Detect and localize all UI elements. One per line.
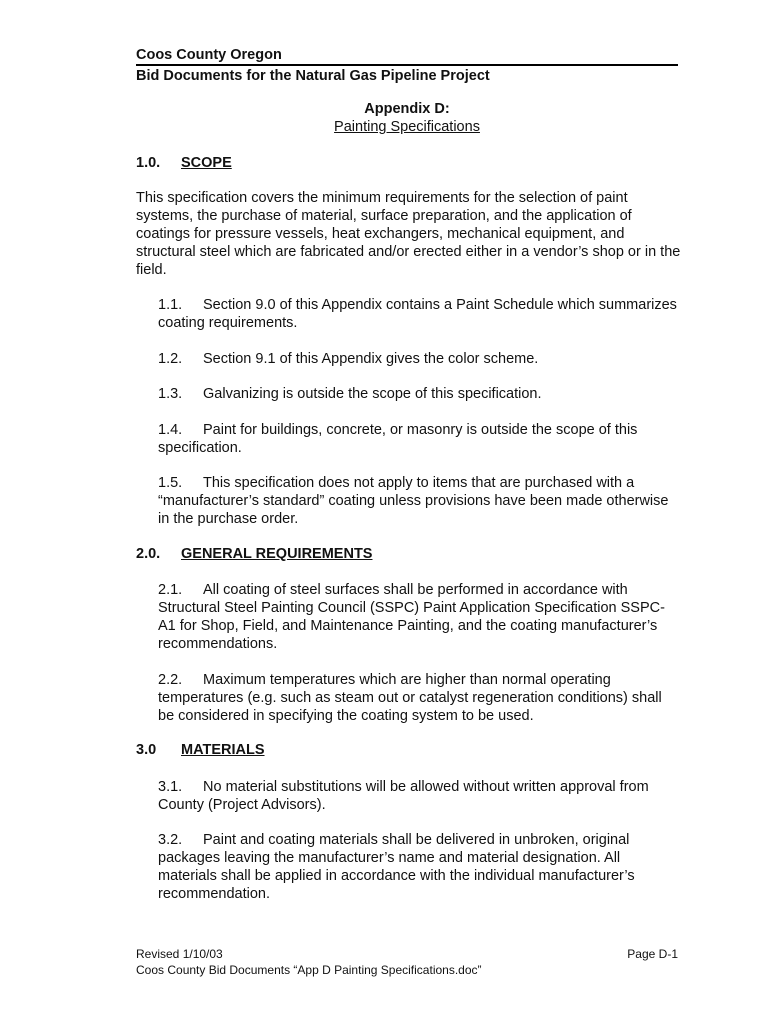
section-title: GENERAL REQUIREMENTS <box>181 546 373 562</box>
section-title: SCOPE <box>181 155 232 171</box>
item-text: Paint for buildings, concrete, or masonry is outside the scope of this specification. <box>158 422 638 456</box>
scope-intro-paragraph: This specification covers the minimum requirements for the selection of paint systems, the purchase of material, surface preparation, and the application of coatings for pressure vessels, heat exchangers, mechanical equipment, and structural steel which are fabricated and/or erected either in a vendor’s shop or in the field. <box>136 190 681 278</box>
list-item <box>158 778 680 814</box>
footer-revised: Revised 1/10/03 <box>136 947 223 961</box>
list-item <box>158 671 680 725</box>
list-item <box>158 385 680 403</box>
page-header <box>136 46 678 85</box>
item-number: 1.3. <box>158 386 183 402</box>
page-footer <box>136 946 678 978</box>
item-text: This specification does not apply to items that are purchased with a “manufacturer’s standard” coating unless provisions have been made otherwise in the purchase order. <box>158 475 669 527</box>
item-number: 2.1. <box>158 582 183 598</box>
list-item <box>158 296 680 332</box>
header-org: Coos County Oregon <box>136 46 678 66</box>
item-number: 2.2. <box>158 672 183 688</box>
item-text: Galvanizing is outside the scope of this specification. <box>203 386 542 402</box>
footer-filename: Coos County Bid Documents “App D Painting Specifications.doc” <box>136 963 482 977</box>
header-project: Bid Documents for the Natural Gas Pipeline Project <box>136 68 490 84</box>
item-number: 1.2. <box>158 351 183 367</box>
item-text: No material substitutions will be allowed without written approval from County (Project Advisors). <box>158 779 649 813</box>
item-number: 3.2. <box>158 832 183 848</box>
item-number: 3.1. <box>158 779 183 795</box>
item-number: 1.4. <box>158 422 183 438</box>
section-heading-scope <box>136 154 232 172</box>
section-number: 2.0. <box>136 546 161 562</box>
appendix-title: Appendix D: <box>364 101 450 117</box>
appendix-subtitle: Painting Specifications <box>334 119 480 135</box>
item-text: Paint and coating materials shall be delivered in unbroken, original packages leaving the manufacturer’s name and material designation. All materials shall be applied in accordance with the individual manufacturer’s recommendation. <box>158 832 635 902</box>
section-heading-materials <box>136 741 265 759</box>
section-number: 3.0 <box>136 742 157 758</box>
section-number: 1.0. <box>136 155 161 171</box>
item-text: Section 9.1 of this Appendix gives the color scheme. <box>203 351 539 367</box>
item-text: All coating of steel surfaces shall be performed in accordance with Structural Steel Painting Council (SSPC) Paint Application Specification SSPC-A1 for Shop, Field, and Maintenance Painting, and the coating manufacturer’s recommendations. <box>158 582 665 652</box>
list-item <box>158 581 680 653</box>
list-item <box>158 421 680 457</box>
item-number: 1.5. <box>158 475 183 491</box>
list-item <box>158 474 680 528</box>
item-number: 1.1. <box>158 297 183 313</box>
item-text: Maximum temperatures which are higher than normal operating temperatures (e.g. such as steam out or catalyst regeneration conditions) shall be considered in specifying the coating system to be used. <box>158 672 662 724</box>
item-text: Section 9.0 of this Appendix contains a Paint Schedule which summarizes coating requirements. <box>158 297 677 331</box>
section-title: MATERIALS <box>181 742 265 758</box>
list-item <box>158 831 680 903</box>
footer-page-number: Page D-1 <box>627 947 678 961</box>
list-item <box>158 350 680 368</box>
section-heading-general-requirements <box>136 545 372 563</box>
